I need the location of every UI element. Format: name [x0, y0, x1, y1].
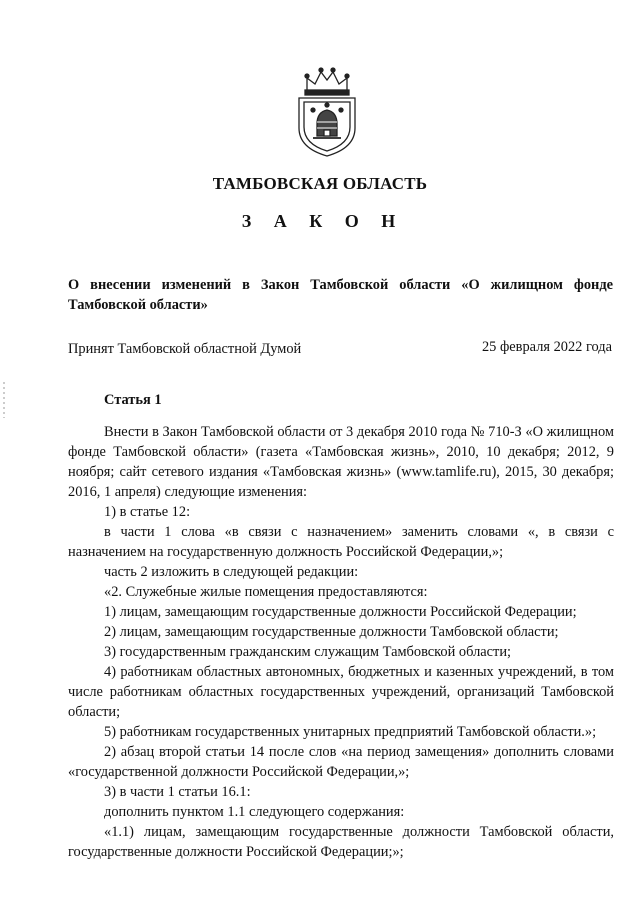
paragraph: 4) работникам областных автономных, бюджетных и казенных учреждений, в том числе работникам областных государственных учреждений, организаций Тамбовской области;	[68, 664, 614, 720]
paragraph: 3) в части 1 статьи 16.1:	[104, 784, 251, 800]
paragraph: «2. Служебные жилые помещения предоставляются:	[104, 584, 428, 600]
margin-mark	[3, 382, 5, 418]
paragraph: часть 2 изложить в следующей редакции:	[104, 564, 359, 580]
paragraph: 5) работникам государственных унитарных предприятий Тамбовской области.»;	[104, 724, 597, 740]
paragraph: дополнить пунктом 1.1 следующего содержания:	[104, 804, 405, 820]
paragraph: 2) абзац второй статьи 14 после слов «на период замещения» дополнить словами «государственной должности Российской Федерации,»;	[68, 744, 614, 780]
paragraph: 2) лицам, замещающим государственные должности Тамбовской области;	[104, 624, 559, 640]
paragraph: 1) лицам, замещающим государственные должности Российской Федерации;	[104, 604, 577, 620]
paragraph: Внести в Закон Тамбовской области от 3 декабря 2010 года № 710-З «О жилищном фонде Тамбовской области» (газета «Тамбовская жизнь», 2010, 10 декабря; 2012, 9 ноября; сайт сетевого издания «Тамбовская жизнь» (www.tamlife.ru), 2015, 30 декабря; 2016, 1 апреля) следующие изменения:	[68, 424, 614, 500]
paragraph: «1.1) лицам, замещающим государственные должности Тамбовской области, государственные должности Российской Федерации;»;	[68, 824, 614, 860]
paragraph: в части 1 слова «в связи с назначением» заменить словами «, в связи с назначением на государственную должность Российской Федерации,»;	[68, 524, 614, 560]
adoption-date: 25 февраля 2022 года	[481, 339, 612, 355]
document-type: З А К О Н	[241, 211, 405, 231]
article-heading: Статья 1	[104, 392, 162, 408]
adopted-by: Принят Тамбовской областной Думой	[68, 341, 302, 357]
paragraph: 1) в статье 12:	[104, 504, 191, 520]
region-heading: ТАМБОВСКАЯ ОБЛАСТЬ	[212, 174, 428, 193]
law-title: О внесении изменений в Закон Тамбовской области «О жилищном фонде Тамбовской области»	[68, 277, 613, 313]
coat-of-arms-icon	[293, 66, 361, 158]
paragraph: 3) государственным гражданским служащим Тамбовской области;	[104, 644, 512, 660]
article-body	[68, 422, 614, 862]
